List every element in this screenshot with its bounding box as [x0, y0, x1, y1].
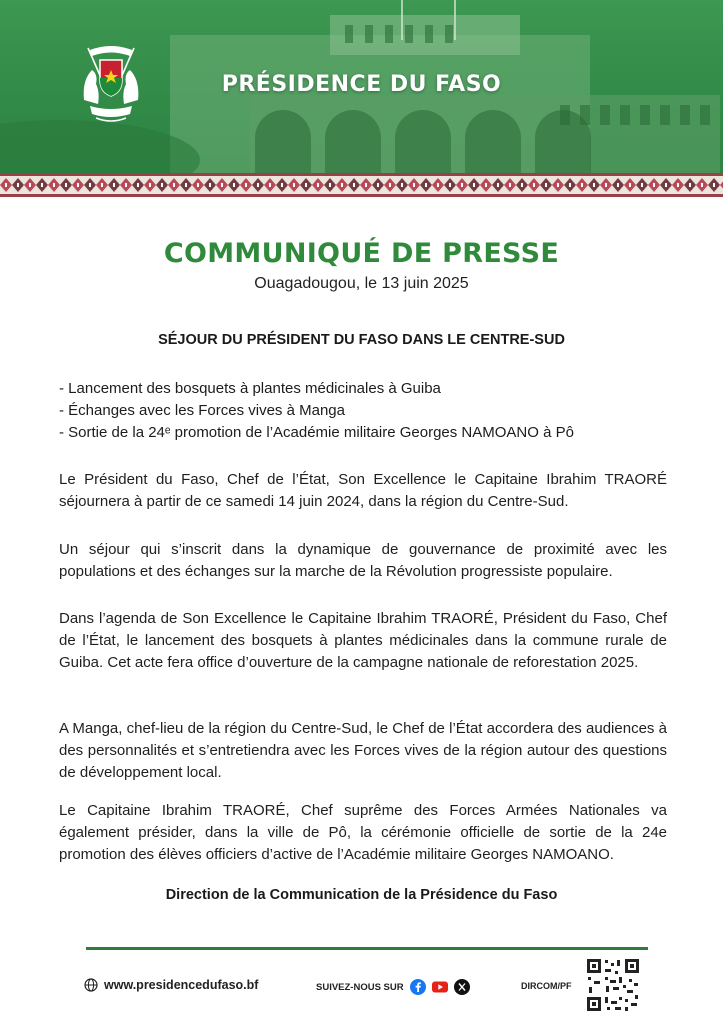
document-title: COMMUNIQUÉ DE PRESSE	[163, 238, 560, 269]
list-item: - Sortie de la 24ᵉ promotion de l’Académie militaire Georges NAMOANO à Pô	[59, 424, 574, 441]
globe-icon	[84, 978, 98, 992]
list-item: - Échanges avec les Forces vives à Manga	[59, 402, 345, 419]
paragraph: Le Capitaine Ibrahim TRAORÉ, Chef suprême des Forces Armées Nationales va également présider, dans la ville de Pô, la cérémonie officielle de sortie de la 24e promotion des élèves officiers d’active de l’Académie militaire Georges NAMOANO.	[59, 802, 667, 863]
youtube-icon[interactable]	[432, 979, 448, 995]
paragraph: Un séjour qui s’inscrit dans la dynamique de gouvernance de proximité avec les populations et des échanges sur la marche de la Révolution progressiste populaire.	[59, 541, 667, 580]
footer-divider	[86, 947, 648, 950]
follow-label: SUIVEZ-NOUS SUR	[316, 981, 404, 993]
banner-title: PRÉSIDENCE DU FASO	[221, 72, 502, 97]
signature: Direction de la Communication de la Présidence du Faso	[165, 887, 558, 903]
x-icon[interactable]	[454, 979, 470, 995]
dateline: Ouagadougou, le 13 juin 2025	[254, 275, 469, 292]
website-url: www.presidencedufaso.bf	[104, 978, 259, 992]
facebook-icon[interactable]	[410, 979, 426, 995]
header-banner	[0, 0, 723, 173]
website-link[interactable]	[84, 978, 258, 992]
dircom-label: DIRCOM/PF	[521, 981, 572, 991]
social-follow	[316, 979, 470, 995]
decorative-pattern-strip	[0, 173, 723, 197]
footer	[0, 965, 723, 1010]
list-item: - Lancement des bosquets à plantes médicinales à Guiba	[59, 380, 441, 397]
paragraph: Le Président du Faso, Chef de l’État, Son Excellence le Capitaine Ibrahim TRAORÉ séjournera à partir de ce samedi 14 juin 2024, dans la région du Centre-Sud.	[59, 471, 667, 510]
paragraph: Dans l’agenda de Son Excellence le Capitaine Ibrahim TRAORÉ, Président du Faso, Chef de l’État, le lancement des bosquets à plantes médicinales dans la commune rurale de Guiba. Cet acte fera office d’ouverture de la campagne nationale de reforestation 2025.	[59, 610, 667, 671]
paragraph: A Manga, chef-lieu de la région du Centre-Sud, le Chef de l’État accordera des audiences à des personnalités et s’entretiendra avec les Forces vives de la région autour des questions de développement local.	[59, 720, 667, 781]
qr-code-icon[interactable]	[585, 957, 641, 1013]
agenda-list	[59, 378, 679, 444]
subject-heading: SÉJOUR DU PRÉSIDENT DU FASO DANS LE CENTRE-SUD	[158, 332, 565, 348]
